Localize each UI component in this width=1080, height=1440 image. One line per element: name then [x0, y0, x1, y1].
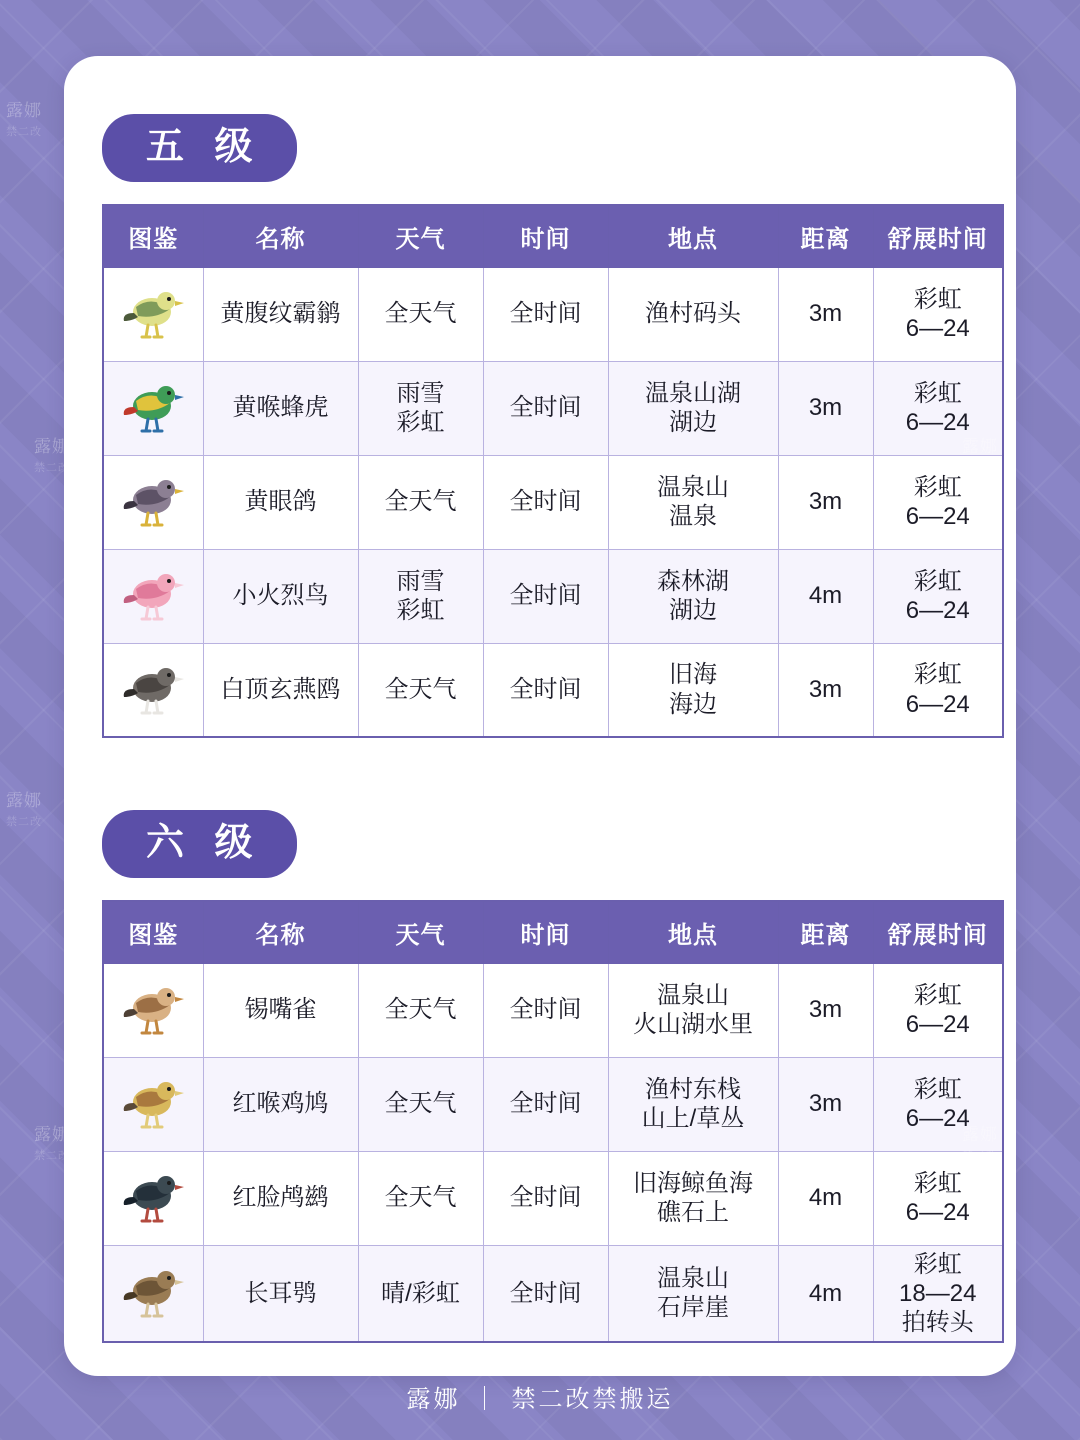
- cell-place: 旧海鲸鱼海 礁石上: [608, 1151, 778, 1245]
- bird-ruddy-cuckoo-dove-icon: [103, 1057, 203, 1151]
- cell-distance: 4m: [778, 1151, 873, 1245]
- cell-time: 全时间: [483, 1151, 608, 1245]
- bird-table-level-5: [102, 204, 1004, 738]
- cell-place: 温泉山湖 湖边: [608, 361, 778, 455]
- cell-name: 黄喉蜂虎: [203, 361, 358, 455]
- table-row: [103, 1245, 1003, 1342]
- cell-weather: 全天气: [358, 643, 483, 737]
- watermark-text: 露娜: [944, 791, 980, 810]
- column-header-place: 地点: [608, 205, 778, 267]
- cell-place: 温泉山 温泉: [608, 455, 778, 549]
- bird-yellow-eyed-pigeon-icon: [103, 455, 203, 549]
- watermark-text: 露娜: [34, 1125, 70, 1144]
- column-header-distance: 距离: [778, 205, 873, 267]
- watermark-text: 露娜: [962, 437, 998, 456]
- cell-distance: 3m: [778, 1057, 873, 1151]
- footer: [0, 1379, 1080, 1414]
- table-header-row: [103, 205, 1003, 267]
- table-row: [103, 549, 1003, 643]
- cell-distance: 4m: [778, 549, 873, 643]
- footer-notice: 禁二改禁搬运: [511, 1386, 674, 1413]
- cell-stretch-time: 彩虹 6—24: [873, 455, 1003, 549]
- cell-weather: 晴/彩虹: [358, 1245, 483, 1342]
- cell-time: 全时间: [483, 643, 608, 737]
- table-body-level-6: [103, 963, 1003, 1342]
- content-card: [64, 56, 1016, 1376]
- table-row: [103, 267, 1003, 361]
- watermark-subtext: 禁二改: [944, 816, 980, 828]
- watermark-subtext: 禁二改: [6, 126, 42, 138]
- bird-yellow-flycatcher-icon: [103, 267, 203, 361]
- section-title-level-6: 六 级: [102, 810, 297, 878]
- cell-name: 黄眼鸽: [203, 455, 358, 549]
- cell-stretch-time: 彩虹 6—24: [873, 1151, 1003, 1245]
- cell-distance: 3m: [778, 361, 873, 455]
- watermark-text: 露娜: [6, 101, 42, 120]
- cell-name: 锡嘴雀: [203, 963, 358, 1057]
- cell-place: 森林湖 湖边: [608, 549, 778, 643]
- column-header-stretch-time: 舒展时间: [873, 205, 1003, 267]
- cell-place: 温泉山 火山湖水里: [608, 963, 778, 1057]
- watermark-subtext: 禁二改: [6, 816, 42, 828]
- cell-distance: 4m: [778, 1245, 873, 1342]
- watermark-subtext: 禁二改: [944, 126, 980, 138]
- table-row: [103, 963, 1003, 1057]
- column-header-distance: 距离: [778, 901, 873, 963]
- cell-distance: 3m: [778, 267, 873, 361]
- bird-table-level-6: [102, 900, 1004, 1343]
- cell-time: 全时间: [483, 963, 608, 1057]
- cell-place: 渔村东栈 山上/草丛: [608, 1057, 778, 1151]
- cell-stretch-time: 彩虹 6—24: [873, 643, 1003, 737]
- watermark-subtext: 禁二改: [962, 1150, 998, 1162]
- cell-stretch-time: 彩虹 18—24 拍转头: [873, 1245, 1003, 1342]
- bird-bee-eater-icon: [103, 361, 203, 455]
- watermark-subtext: 禁二改: [962, 462, 998, 474]
- cell-time: 全时间: [483, 455, 608, 549]
- cell-name: 黄腹纹霸鹟: [203, 267, 358, 361]
- cell-time: 全时间: [483, 361, 608, 455]
- cell-time: 全时间: [483, 1057, 608, 1151]
- watermark-text: 露娜: [6, 791, 42, 810]
- cell-distance: 3m: [778, 963, 873, 1057]
- cell-stretch-time: 彩虹 6—24: [873, 267, 1003, 361]
- cell-name: 长耳鸮: [203, 1245, 358, 1342]
- bird-white-capped-noddy-icon: [103, 643, 203, 737]
- column-header-place: 地点: [608, 901, 778, 963]
- cell-time: 全时间: [483, 267, 608, 361]
- column-header-time: 时间: [483, 901, 608, 963]
- cell-weather: 全天气: [358, 455, 483, 549]
- cell-distance: 3m: [778, 643, 873, 737]
- table-row: [103, 1057, 1003, 1151]
- bird-red-faced-cormorant-icon: [103, 1151, 203, 1245]
- cell-stretch-time: 彩虹 6—24: [873, 963, 1003, 1057]
- table-row: [103, 643, 1003, 737]
- cell-name: 红脸鸬鹚: [203, 1151, 358, 1245]
- cell-place: 温泉山 石岸崖: [608, 1245, 778, 1342]
- watermark-text: 露娜: [962, 1125, 998, 1144]
- table-row: [103, 455, 1003, 549]
- column-header-name: 名称: [203, 901, 358, 963]
- cell-weather: 全天气: [358, 267, 483, 361]
- section-level-6: [64, 810, 1016, 1343]
- column-header-weather: 天气: [358, 205, 483, 267]
- column-header-weather: 天气: [358, 901, 483, 963]
- watermark-subtext: 禁二改: [34, 1150, 70, 1162]
- cell-weather: 全天气: [358, 1057, 483, 1151]
- cell-place: 渔村码头: [608, 267, 778, 361]
- cell-name: 红喉鸡鸠: [203, 1057, 358, 1151]
- cell-name: 白顶玄燕鸥: [203, 643, 358, 737]
- cell-time: 全时间: [483, 1245, 608, 1342]
- cell-weather: 全天气: [358, 963, 483, 1057]
- footer-separator: ｜: [472, 1386, 500, 1413]
- table-body-level-5: [103, 267, 1003, 737]
- cell-time: 全时间: [483, 549, 608, 643]
- bird-long-eared-owl-icon: [103, 1245, 203, 1342]
- cell-weather: 雨雪 彩虹: [358, 549, 483, 643]
- section-level-5: [64, 114, 1016, 738]
- watermark-subtext: 禁二改: [34, 462, 70, 474]
- cell-stretch-time: 彩虹 6—24: [873, 1057, 1003, 1151]
- table-header-row: [103, 901, 1003, 963]
- bird-hawfinch-icon: [103, 963, 203, 1057]
- column-header-name: 名称: [203, 205, 358, 267]
- cell-stretch-time: 彩虹 6—24: [873, 549, 1003, 643]
- bird-lesser-flamingo-icon: [103, 549, 203, 643]
- column-header-illustration: 图鉴: [103, 901, 203, 963]
- cell-weather: 雨雪 彩虹: [358, 361, 483, 455]
- cell-name: 小火烈鸟: [203, 549, 358, 643]
- watermark-text: 露娜: [944, 101, 980, 120]
- cell-distance: 3m: [778, 455, 873, 549]
- cell-place: 旧海 海边: [608, 643, 778, 737]
- column-header-illustration: 图鉴: [103, 205, 203, 267]
- table-row: [103, 1151, 1003, 1245]
- column-header-time: 时间: [483, 205, 608, 267]
- column-header-stretch-time: 舒展时间: [873, 901, 1003, 963]
- cell-stretch-time: 彩虹 6—24: [873, 361, 1003, 455]
- footer-author: 露娜: [406, 1386, 461, 1413]
- cell-weather: 全天气: [358, 1151, 483, 1245]
- watermark-text: 露娜: [34, 437, 70, 456]
- section-title-level-5: 五 级: [102, 114, 297, 182]
- table-row: [103, 361, 1003, 455]
